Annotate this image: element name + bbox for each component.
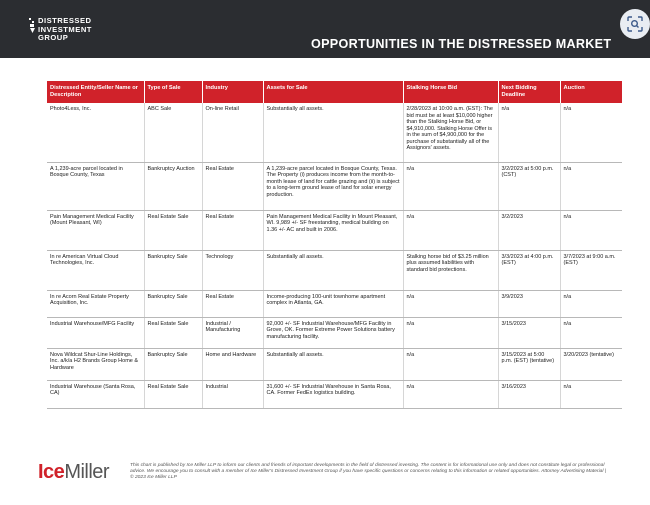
cell-auction: n/a [560, 380, 622, 408]
cell-deadline: 3/15/2023 [498, 317, 560, 348]
cell-stalking-horse: n/a [403, 290, 498, 317]
cell-sale-type: Bankruptcy Sale [144, 250, 202, 290]
logo-line-1: DISTRESSED [38, 16, 92, 25]
cell-entity: Industrial Warehouse (Santa Rosa, CA) [47, 380, 144, 408]
logo-line-2: INVESTMENT [38, 24, 92, 34]
cell-industry: Real Estate [202, 162, 263, 210]
cell-deadline: 3/3/2023 at 4:00 p.m. (EST) [498, 250, 560, 290]
table-header-row [47, 81, 622, 103]
cell-industry: Industrial [202, 380, 263, 408]
cell-stalking-horse: Stalking horse bid of $3.25 million plus assumed liabilities with standard bid protections. [403, 250, 498, 290]
col-header-deadline: Next Bidding Deadline [498, 81, 560, 103]
page-title: OPPORTUNITIES IN THE DISTRESSED MARKET [311, 37, 612, 51]
cell-industry: Technology [202, 250, 263, 290]
cell-industry: Real Estate [202, 290, 263, 317]
table-row [47, 380, 622, 408]
table-row [47, 317, 622, 348]
table-row [47, 210, 622, 250]
logo-miller-text: Miller [64, 461, 110, 483]
cell-stalking-horse: n/a [403, 348, 498, 380]
cell-entity: A 1,239-acre parcel located in Bosque County, Texas [47, 162, 144, 210]
cell-entity: Nova Wildcat Shur-Line Holdings, Inc. a/k/a H2 Brands Group Home & Hardware [47, 348, 144, 380]
cell-stalking-horse: n/a [403, 210, 498, 250]
cell-assets: 31,600 +/- SF Industrial Warehouse in Santa Rosa, CA. Former FedEx logistics building. [263, 380, 403, 408]
cell-sale-type: Bankruptcy Sale [144, 290, 202, 317]
cell-entity: In re American Virtual Cloud Technologies, Inc. [47, 250, 144, 290]
cell-stalking-horse: 2/28/2023 at 10:00 a.m. (EST): The bid must be at least $10,000 higher than the Stalking Horse Bid, or $4,910,000. Stalking Horse Offer is in the sum of $4,900,000 for the purchase of substantially all of the Assignors' assets. [403, 103, 498, 162]
cell-deadline: 3/2/2023 [498, 210, 560, 250]
cell-entity: Pain Management Medical Facility (Mount Pleasant, WI) [47, 210, 144, 250]
cell-auction: n/a [560, 103, 622, 162]
cell-sale-type: ABC Sale [144, 103, 202, 162]
cell-assets: A 1,239-acre parcel located in Bosque County, Texas. The Property (i) produces income from the month-to-month lease of land for cattle grazing and (ii) is subject to a long-term ground lease of land for solar energy production. [263, 162, 403, 210]
cell-industry: Real Estate [202, 210, 263, 250]
cell-auction: n/a [560, 162, 622, 210]
cell-deadline: 3/2/2023 at 5:00 p.m. (CST) [498, 162, 560, 210]
logo-mark-icon [29, 18, 36, 33]
table-row [47, 103, 622, 162]
col-header-sale-type: Type of Sale [144, 81, 202, 103]
col-header-industry: Industry [202, 81, 263, 103]
cell-deadline: 3/15/2023 at 5:00 p.m. (EST) (tentative) [498, 348, 560, 380]
col-header-entity: Distressed Entity/Seller Name or Description [47, 81, 144, 103]
cell-auction: n/a [560, 210, 622, 250]
cell-entity: In re Acorn Real Estate Property Acquisition, Inc. [47, 290, 144, 317]
cell-industry: Home and Hardware [202, 348, 263, 380]
logo-ice-text: Ice [38, 461, 65, 483]
dig-logo [38, 17, 92, 43]
logo-line-3: GROUP [38, 33, 69, 43]
cell-industry: Industrial / Manufacturing [202, 317, 263, 348]
cell-sale-type: Bankruptcy Auction [144, 162, 202, 210]
table-row [47, 162, 622, 210]
cell-auction: n/a [560, 290, 622, 317]
col-header-auction: Auction [560, 81, 622, 103]
cell-sale-type: Real Estate Sale [144, 380, 202, 408]
cell-assets: Substantially all assets. [263, 103, 403, 162]
page-header [0, 0, 650, 58]
footer-disclaimer: This chart is published by Ice Miller LLP to inform our clients and friends of important developments in the field of distressed investing. The content is for informational use only and does not constitute legal or professional advice. We encourage you to consult with a member of Ice Miller's Distressed Investment Group if you have specific questions or concerns relating to this information or related opportunities. Attorney Advertising Material | © 2023 Ice Miller LLP [130, 463, 607, 481]
cell-entity: Photo4Less, Inc. [47, 103, 144, 162]
cell-stalking-horse: n/a [403, 380, 498, 408]
cell-assets: Income-producing 100-unit townhome apartment complex in Atlanta, GA. [263, 290, 403, 317]
cell-assets: Substantially all assets. [263, 348, 403, 380]
col-header-stalking-horse: Stalking Horse Bid [403, 81, 498, 103]
cell-stalking-horse: n/a [403, 317, 498, 348]
cell-sale-type: Bankruptcy Sale [144, 348, 202, 380]
cell-sale-type: Real Estate Sale [144, 210, 202, 250]
cell-assets: Substantially all assets. [263, 250, 403, 290]
cell-assets: Pain Management Medical Facility in Mount Pleasant, WI. 9,989 +/- SF freestanding, medical building on 1.36 +/- AC and built in 2006. [263, 210, 403, 250]
cell-deadline: n/a [498, 103, 560, 162]
col-header-assets: Assets for Sale [263, 81, 403, 103]
cell-auction: 3/20/2023 (tentative) [560, 348, 622, 380]
cell-deadline: 3/16/2023 [498, 380, 560, 408]
table-row [47, 348, 622, 380]
table-row [47, 290, 622, 317]
cell-auction: n/a [560, 317, 622, 348]
image-search-icon [627, 16, 643, 32]
cell-deadline: 3/9/2023 [498, 290, 560, 317]
cell-stalking-horse: n/a [403, 162, 498, 210]
cell-auction: 3/7/2023 at 9:00 a.m. (EST) [560, 250, 622, 290]
opportunities-table [47, 81, 622, 409]
ice-miller-logo [38, 461, 109, 483]
cell-sale-type: Real Estate Sale [144, 317, 202, 348]
table-row [47, 250, 622, 290]
image-search-button[interactable] [620, 9, 650, 39]
cell-industry: On-line Retail [202, 103, 263, 162]
cell-assets: 92,000 +/- SF Industrial Warehouse/MFG Facility in Grove, OK. Former Extreme Power Solutions battery manufacturing facility. [263, 317, 403, 348]
cell-entity: Industrial Warehouse/MFG Facility [47, 317, 144, 348]
